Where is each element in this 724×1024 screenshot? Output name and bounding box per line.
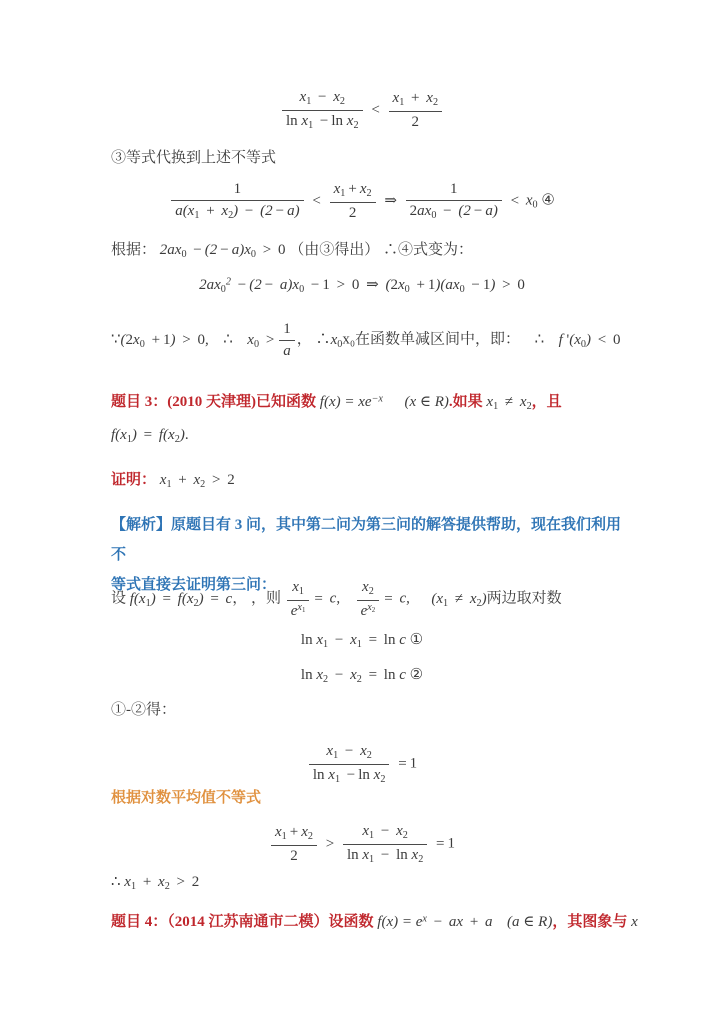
problem-4-heading: 题目 4： [111, 914, 168, 930]
problem-3-stem-3: ，且 [531, 394, 562, 410]
setup-suffix: 两边取对数 [486, 590, 562, 607]
therefore-symbol-1: ∴ [223, 331, 233, 348]
conclusion-text: x₀在函数单减区间中，即： [342, 331, 521, 348]
equation-quadratic: $2ax_0^2 - (2 - a)x_0 - 1 > 0$ ⇒ $(2x_0 + 1)(ax_0 - 1) > 0$ [199, 276, 525, 295]
problem-4-source: （2014 江苏南通市二模） [167, 914, 329, 930]
orange-hint: 根据对数平均值不等式 [111, 790, 262, 806]
problem-4-heading-line: 题目 4：（2014 江苏南通市二模）设函数 $f(x) = e^x$ − ax + a (a ∈ R)，其图象与 x [111, 913, 638, 930]
problem-3-heading-line-1: 题目 3：(2010 天津理)已知函数 $f(x) = xe^{-x}$ (x ∈ R).如果 $x_1 \ne x_2$，且 [111, 393, 562, 412]
prove-label: 证明： [111, 472, 157, 488]
therefore-symbol-2: ∴ [315, 331, 331, 348]
problem-3-stem-2: .如果 [448, 394, 483, 410]
therefore-symbol-3: ∴ [534, 331, 545, 348]
prove-line: 证明： $x_1 + x_2 > 2$ [111, 472, 235, 490]
basis-suffix: ④式变为： [397, 242, 473, 258]
setup-line: 设 $f(x_1) = f(x_2) = c$， ，则 $\frac{x_1}{e^{x_1}}$ = c, $\frac{x_2}{e^{x_2}}$ = c, $(x_1 \ne x_2)$两边取对数 [111, 579, 562, 619]
because-symbol: ∵ [111, 331, 121, 348]
equation-final-chain: $\frac{x_1 + x_2}{2}$ > $\frac{x_1 - x_2}{\ln x_1 - \ln x_2}$ = 1 [0, 822, 724, 866]
equation-4: $\frac{1}{a(x_1 + x_2) - (2 - a)}$ < $\frac{x_1 + x_2}{2}$ ⇒ $\frac{1}{2ax_0 - (2 - a)}$ < $x_0$ ④ [0, 180, 724, 222]
step-3-label: ③等式代换到上述不等式 [111, 150, 277, 166]
setup-prefix: 设 [111, 590, 127, 607]
subtract-label: ①-②得： [111, 702, 176, 718]
problem-4-stem-1: 设函数 [328, 914, 374, 930]
equation-equals-one: $\frac{x_1 - x_2}{\ln x_1 - \ln x_2}$ = 1 [0, 742, 724, 786]
equation-log-mean-top: $\frac{x_1 - x_2}{\ln x_1 - \ln x_2}$ < $\frac{x_1 + x_2}{2}$ [0, 88, 724, 132]
analysis-text-1: 原题目有 3 问，其中第二问为第三问的解答提供帮助，现在我们利用不 [111, 517, 622, 563]
problem-4-stem-2: ，其图象与 [552, 914, 628, 930]
problem-3-stem-1: 已知函数 [256, 394, 317, 410]
basis-therefore: ∴ [382, 242, 398, 258]
problem-3-heading-line-2: $f(x_1) = f(x_2)$. [111, 427, 189, 445]
conclusion-line: $\because(2x_0 + 1) > 0$, ∴ $x_0$ > $\frac{1}{a}$ ， $\therefore x_0x_0$在函数单减区间中，即： ∴ f '$(x_0) < 0$ [111, 321, 621, 359]
equation-circled-2: $\ln x_2 - x_2 = \ln c$ ② [300, 667, 424, 685]
equation-4-tag: ④ [541, 192, 555, 209]
basis-prefix: 根据： [111, 242, 157, 258]
setup-then: ，则 [250, 590, 281, 607]
analysis-tag-text: 【解析】 [111, 517, 172, 533]
basis-line: 根据： $2ax_0 - (2 - a)x_0 > 0$ （由③得出） ∴④式变为： [111, 242, 473, 260]
final-conclusion: ∴ $x_1 + x_2 > 2$ [111, 874, 200, 892]
basis-paren: （由③得出） [289, 242, 380, 258]
problem-3-source: (2010 天津理) [167, 394, 257, 410]
analysis-line-2: 等式直接去证明第三问： [111, 577, 277, 593]
analysis-line-1 [111, 510, 631, 570]
problem-3-heading: 题目 3： [111, 394, 168, 410]
equation-circled-1: $\ln x_1 - x_1 = \ln c$ ① [300, 632, 424, 650]
